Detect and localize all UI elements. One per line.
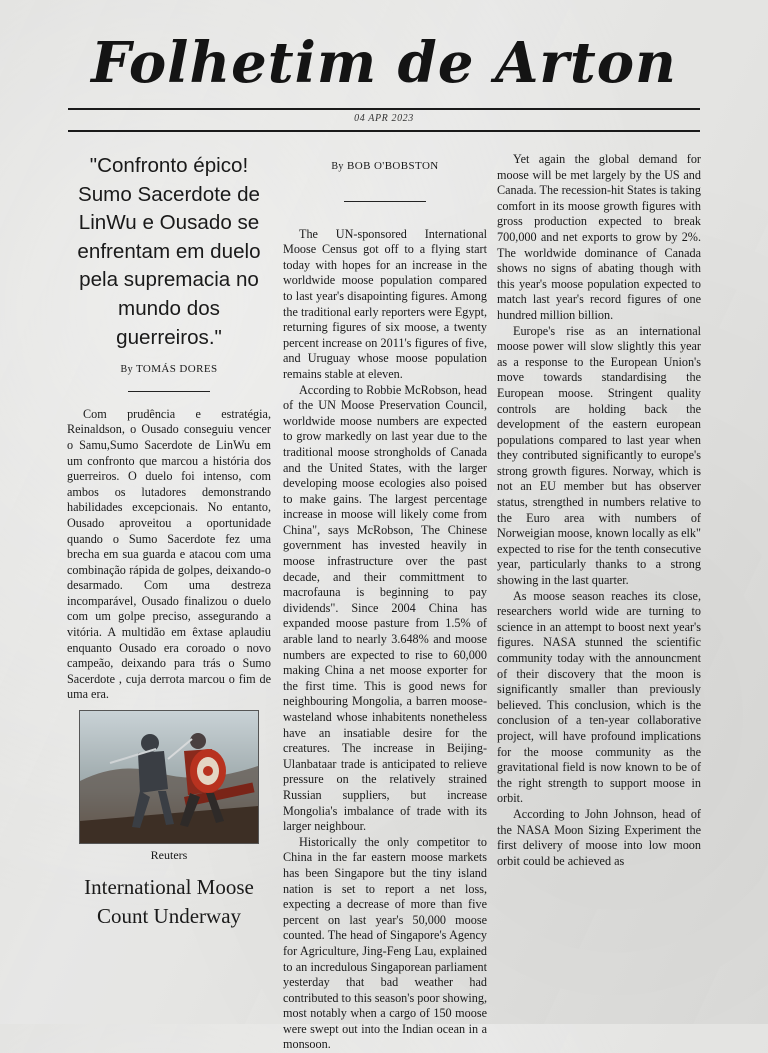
duel-photo <box>79 710 259 844</box>
photo-caption: Reuters <box>150 848 188 863</box>
article-paragraph: According to Robbie McRobson, head of the UN Moose Preservation Council, worldwide moose numbers are expected to grow markedly on last year due to the traditional moose strongholds of Canada and the United States, with the larger developing moose ecologies also poised to make gains. The largest percentage increase in moose will likely come from China", says McRobson, The Chinese government has invested heavily in moose infrastructure over the past decade, and their committment to macrofauna is beginning to pay dividends". Since 2004 China has expanded moose pasture from 1.5% of arable land to nearly 3.648% and moose numbers are expected to rise to 60,000 making China a net moose exporter for the first time. This is good news for neighbouring Mongolia, a barren moose-wasteland whose inhabitents nonetheless have an insatiable desire for the creatures. The increase in Beijing-Ulanbataar trade is anticipated to relieve pressure on the relatively strained Russian suppliers, but increase Mongolia's imbalance of trade with its larger neighbour. <box>283 382 487 834</box>
issue-date: 04 APR 2023 <box>354 113 414 124</box>
byline-author: BOB O'BOBSTON <box>347 160 439 172</box>
article-paragraph: The UN-sponsored International Moose Census got off to a flying start today with hopes for an increase in the worldwide moose population compared to last year's disapointing figures. Among the traditional early reporters were Egypt, returning figures of six moose, a twenty percent increase on 2011's figures of five, and Uruguay whose moose population remains stable at eleven. <box>283 226 487 381</box>
second-headline: International Moose Count Underway <box>84 874 254 928</box>
lead-headline: "Confronto épico! Sumo Sacerdote de LinWu e Ousado se enfrentam em duelo pela supremacia no mundo dos guerreiros." <box>77 154 261 349</box>
column-1 <box>67 152 271 931</box>
article-paragraph: Historically the only competitor to China in the far eastern moose markets has been Singapore but the tiny island nation is set to report a net loss, expecting a decrease of more than five percent on last year's 50,000 moose counted. The head of Singapore's Agency for Agriculture, Jing-Feng Lau, explained to an incredulous Singaporean parliament yesterday that bad weather had contributed to this season's poor showing, most notably when a cargo of 150 moose were swept out into the Indian ocean in a monsoon. <box>283 834 487 1052</box>
masthead-bottom-rule <box>68 130 700 132</box>
byline-prefix: By <box>120 364 133 376</box>
byline-divider <box>128 391 210 392</box>
article-paragraph: Europe's rise as an international moose power will slow slightly this year as a response to the European Union's move towards standardising the European moose. Stringent quality controls are holding back the development of the eastern european populations compared to last year when they contributed significantly to europe's strong growth figures. Norway, which is not an EU member but has observer status, strengthed in numbers relative to the Euro area with numbers of Norweigian moose, known locally as elk" expected to rise for the tenth consecutive year, particularly thanks to a strong showing in the last quarter. <box>497 323 701 588</box>
byline-author: TOMÁS DORES <box>135 363 218 376</box>
newspaper-masthead: Folhetim de Arton <box>91 30 677 96</box>
second-byline <box>283 159 487 175</box>
lead-body: Com prudência e estratégia, Reinaldson, o Ousado conseguiu vencer o Samu,Sumo Sacerdote de LinWu em um confronto que marcou a história dos guerreiros. O duelo foi intenso, com ambos os lutadores demonstrando habilidades excepcionais. No entanto, Ousado aproveitou a oportunidade quando o Sumo Sacerdote fez uma brecha em sua guarda e atacou com uma combinação rápida de golpes, deixando-o desarmado. Com uma destreza incomparável, Ousado finalizou o duelo com um golpe preciso, assegurando a vitória. A multidão em êxtase aplaudiu enquanto Ousado era coroado o novo campeão, deixando para trás o Sumo Sacerdote , cuja derrota marcou o fim de uma era. <box>67 406 271 702</box>
lead-byline <box>67 362 271 378</box>
byline-prefix: By <box>331 161 344 172</box>
column-3 <box>497 152 701 869</box>
article-paragraph: Yet again the global demand for moose will be met largely by the US and Canada. The recession-hit States is taking comfort in its moose growth figures with gross production expected to break 700,000 and net exports to grow by 2%. The worldwide dominance of Canada shows no signs of abating though with this year's moose population expected to match last year's record figures of one hundred million billion. <box>497 152 701 322</box>
masthead-top-rule <box>68 108 700 110</box>
column-2 <box>283 152 487 1053</box>
article-paragraph: According to John Johnson, head of the NASA Moon Sizing Experiment the first delivery of moose into low moon orbit could be achieved as <box>497 806 701 868</box>
article-paragraph: As moose season reaches its close, researchers world wide are turning to science in an attempt to boost next year's figures. NASA stunned the scientific community today with the announcment of their discovery that the moon is significantly smaller than previously believed. This conclusion, which is the conclusion of a ten-year collaborative project, will have profound implications for the moose community as the gravitational field is now known to be of the right strength to support moose in orbit. <box>497 588 701 806</box>
